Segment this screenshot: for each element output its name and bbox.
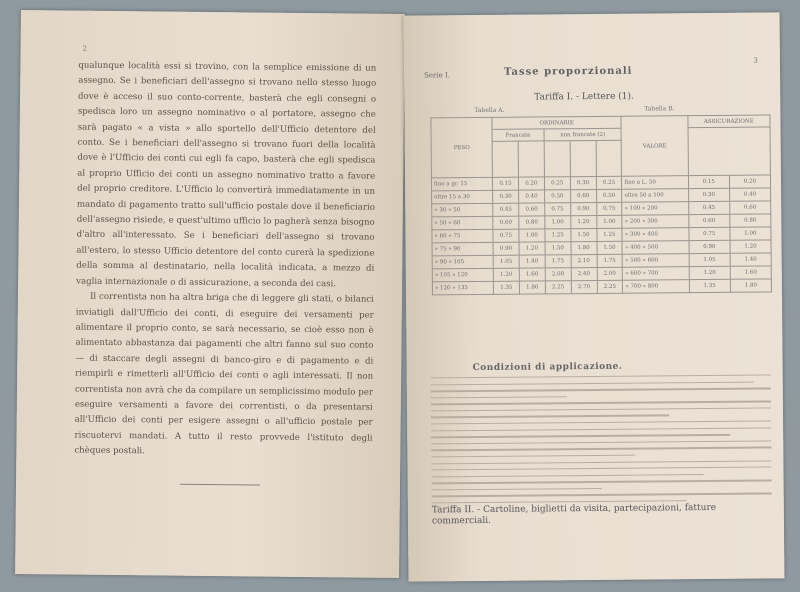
table-row <box>432 279 771 295</box>
table-cell-c3: 1.25 <box>545 229 571 242</box>
table-cell-c2: 0.60 <box>519 203 545 216</box>
table-cell-c5: 1.50 <box>597 241 623 254</box>
table-cell-a1: 0.30 <box>688 188 729 201</box>
table-cell-c4: 1.80 <box>571 241 597 254</box>
table-cell-c1: 0.75 <box>493 229 519 242</box>
table-cell-c1: 0.60 <box>493 216 519 229</box>
table-cell-valore: » 700 » 800 <box>623 280 689 294</box>
table-cell-c1: 1.35 <box>493 281 519 294</box>
table-cell-c4: 2.70 <box>571 280 597 293</box>
table-cell-a1: 1.05 <box>689 253 730 266</box>
table-cell-a1: 0.75 <box>689 227 730 240</box>
right-page-number: 3 <box>753 56 758 65</box>
table-cell-c4: 0.30 <box>570 176 596 189</box>
header-valore: VALORE <box>621 116 688 177</box>
table-cell-a2: 0.80 <box>730 214 771 227</box>
table-cell-c2: 1.40 <box>519 255 545 268</box>
table-cell-c5: 0.50 <box>596 189 622 202</box>
table-cell-c3: 1.00 <box>545 216 571 229</box>
table-cell-valore: fino a L. 50 <box>622 176 688 190</box>
table-cell-c3: 0.75 <box>544 203 570 216</box>
conditions-title: Condizioni di applicazione. <box>472 361 623 374</box>
subheader-non-francate: non francate (2) <box>544 128 622 141</box>
header-ordinarie: ORDINARIE <box>492 116 621 129</box>
table-cell-peso: » 50 » 60 <box>432 216 493 230</box>
header-assicurazione: ASSICURAZIONE <box>688 115 770 128</box>
table-cell-c3: 0.50 <box>544 190 570 203</box>
subheader-francate: Francate <box>492 129 544 141</box>
table-cell-valore: » 300 » 400 <box>622 228 688 242</box>
open-book <box>12 8 788 584</box>
table-cell-c1: 0.15 <box>492 177 518 190</box>
table-cell-a1: 0.60 <box>688 214 729 227</box>
table-cell-a1: 1.20 <box>689 266 730 279</box>
table-cell-valore: oltre 50 a 100 <box>622 189 688 203</box>
table-cell-c3: 0.25 <box>544 177 570 190</box>
table-cell-a2: 1.40 <box>730 253 771 266</box>
table-cell-c4: 0.90 <box>570 202 596 215</box>
table-cell-a2: 0.40 <box>729 188 770 201</box>
table-cell-c4: 2.40 <box>571 267 597 280</box>
table-cell-c4: 0.60 <box>570 189 596 202</box>
table-cell-c5: 1.75 <box>597 254 623 267</box>
table-cell-c3: 2.25 <box>545 281 571 294</box>
table-cell-c1: 1.20 <box>493 268 519 281</box>
table-cell-c1: 0.30 <box>493 190 519 203</box>
page-title: Tasse proporzionali <box>503 65 633 78</box>
tariffa-1-title: Tariffa I. - Lettere (1). <box>534 91 634 103</box>
table-cell-c2: 1.80 <box>519 281 545 294</box>
table-cell-a1: 1.35 <box>689 279 730 292</box>
assicurazione-subheader <box>688 127 771 176</box>
right-page-header <box>424 65 764 80</box>
table-cell-a2: 0.60 <box>730 201 771 214</box>
table-cell-valore: » 100 » 200 <box>622 202 688 216</box>
table-cell-c3: 2.00 <box>545 268 571 281</box>
tariffa-2-title: Tariffa II. - Cartoline, biglietti da visita, partecipazioni, fatture commerciali. <box>431 502 717 527</box>
header-peso: PESO <box>431 117 493 178</box>
table-cell-c2: 1.20 <box>519 242 545 255</box>
table-cell-peso: » 90 » 105 <box>432 255 493 269</box>
table-cell-c4: 2.10 <box>571 254 597 267</box>
table-cell-peso: » 105 » 120 <box>432 268 493 282</box>
table-cell-peso: » 75 » 90 <box>432 242 493 256</box>
rate-table <box>430 114 772 295</box>
table-cell-a1: 0.90 <box>689 240 730 253</box>
serie-label: Serie I. <box>424 71 450 80</box>
table-cell-valore: » 400 » 500 <box>622 241 688 255</box>
table-cell-c5: 0.25 <box>596 176 622 189</box>
table-cell-c2: 0.80 <box>519 216 545 229</box>
table-cell-valore: » 200 » 300 <box>622 215 688 229</box>
left-page-text <box>74 59 376 463</box>
table-cell-valore: » 600 » 700 <box>623 267 689 281</box>
table-cell-a2: 1.80 <box>730 279 771 292</box>
conditions-text-block <box>431 374 772 509</box>
table-cell-c3: 1.50 <box>545 242 571 255</box>
table-cell-c2: 0.40 <box>518 190 544 203</box>
tabella-b-label: Tabella B. <box>644 105 675 113</box>
table-cell-c5: 1.25 <box>596 228 622 241</box>
table-cell-c5: 1.00 <box>596 215 622 228</box>
table-cell-c2: 1.60 <box>519 268 545 281</box>
table-cell-c4: 1.20 <box>570 215 596 228</box>
table-cell-a2: 1.60 <box>730 266 771 279</box>
right-page <box>404 12 785 581</box>
section-rule <box>180 484 260 486</box>
table-cell-a1: 0.45 <box>688 201 729 214</box>
paragraph-1: qualunque località essi si trovino, con la semplice emissione di un assegno. Se i beneficiari dell'assegno si trovano nello stesso luogo dove è acceso il suo conto-corrente, basterà che egli consegni o spedisca loro un assegno nominativo o al portatore, assegno che sarà pagato « a vista » allo sportello dell'Ufficio detentore del conto. Se i beneficiari dell'assegno si trovano fuori della località dove è l'Ufficio dei conti cui egli fa capo, basterà che egli spedisca al proprio Ufficio dei conti un assegno nominativo tratto a favore del proprio creditore. L'Ufficio lo convertirà immediatamente in un mandato di pagamento tratto sull'ufficio postale dove il beneficiario dell'assegno risiede, e quest'ultimo ufficio lo pagherà senza bisogno d'altro all'interessato. Se i beneficiari dell'assegno si trovano all'estero, lo stesso Ufficio detentore del conto curerà la spedizione della somma al destinatario, nella località indicata, a mezzo di vaglia internazionale o di assicurazione, a seconda dei casi. <box>76 60 377 290</box>
table-cell-peso: » 30 » 50 <box>432 203 493 217</box>
table-cell-c5: 0.75 <box>596 202 622 215</box>
table-cell-c1: 0.45 <box>493 203 519 216</box>
paragraph-2: Il correntista non ha altra briga che di leggere gli stati, o bilanci inviatigli dall'Ufficio dei conti, di eseguire dei versamenti per alimentare il proprio conto, se sarà necessario, se cioè esso non è alimentato abbastanza dai pagamenti che altri fanno sul suo conto — di staccare degli assegni di banco-giro e di pagamento e di riempirli e rimetterli all'Ufficio dei conti o agli interessati. Il non correntista non avrà che da compilare un semplicissimo modulo per eseguire versamenti a favore dei correntisti, o da presentarsi all'Ufficio dei conti per esigere assegni o all'ufficio postale per riscuotervi mandati. A tutto il resto provvede l'istituto degli chèques postali. <box>74 291 375 457</box>
table-cell-c4: 1.50 <box>571 228 597 241</box>
table-cell-peso: » 60 » 75 <box>432 229 493 243</box>
table-cell-c3: 1.75 <box>545 255 571 268</box>
table-cell-peso: oltre 15 a 30 <box>432 190 493 204</box>
table-cell-c2: 1.00 <box>519 229 545 242</box>
table-cell-c5: 2.25 <box>597 280 623 293</box>
table-cell-peso: fino a gr. 15 <box>431 177 492 191</box>
table-cell-a2: 1.20 <box>730 240 771 253</box>
table-cell-c1: 1.05 <box>493 255 519 268</box>
table-cell-valore: » 500 » 600 <box>623 254 689 268</box>
left-page <box>15 10 405 578</box>
table-cell-peso: » 120 » 135 <box>432 281 493 295</box>
rate-table-body <box>431 175 771 295</box>
table-cell-a2: 0.20 <box>729 175 770 188</box>
table-cell-c2: 0.20 <box>518 177 544 190</box>
left-page-number: 2 <box>82 44 88 53</box>
table-cell-c5: 2.00 <box>597 267 623 280</box>
table-cell-a2: 1.00 <box>730 227 771 240</box>
table-cell-c1: 0.90 <box>493 242 519 255</box>
tabella-a-label: Tabella A. <box>474 106 505 115</box>
table-cell-a1: 0.15 <box>688 175 729 188</box>
